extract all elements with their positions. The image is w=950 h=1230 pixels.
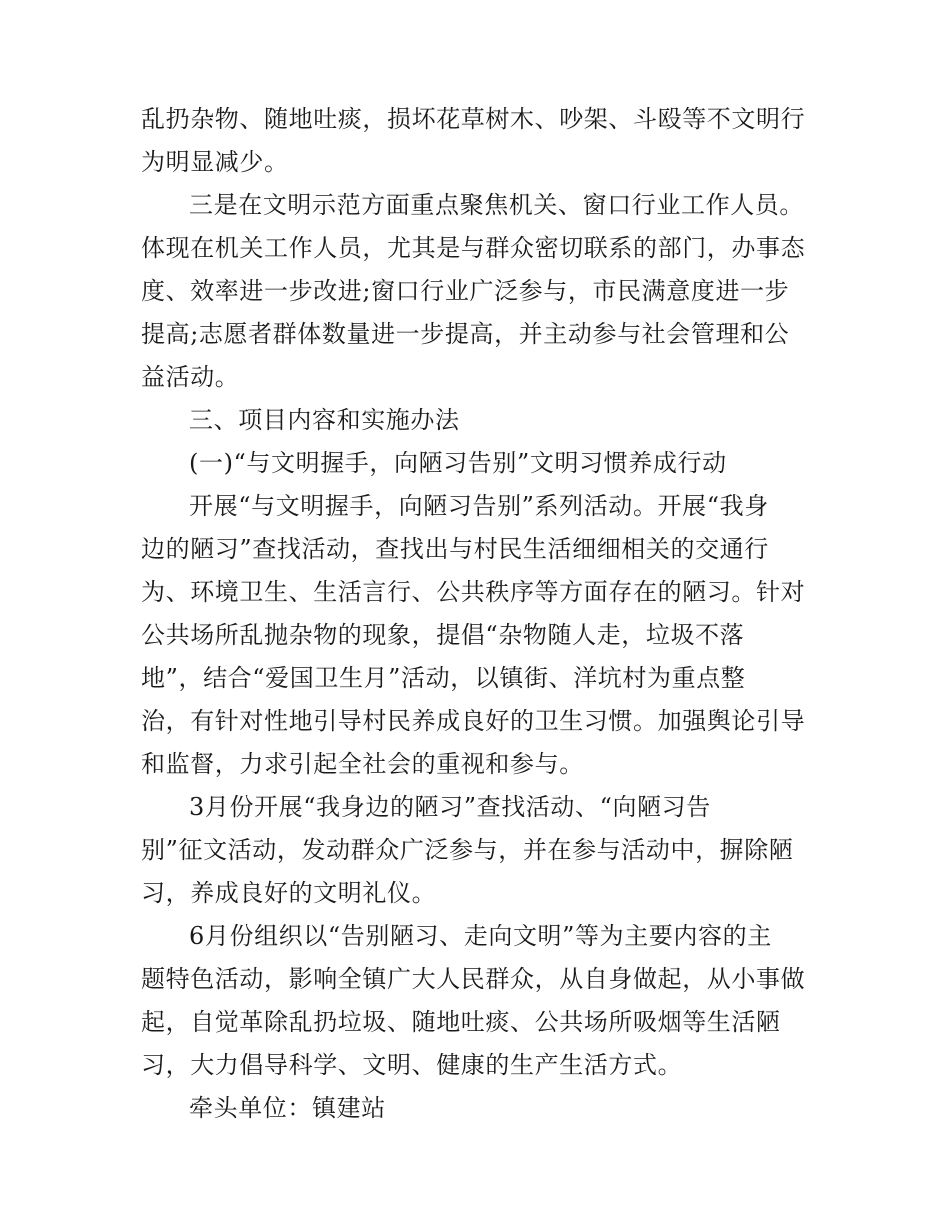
text-line: 和监督，力求引起全社会的重视和参与。: [141, 750, 584, 778]
text-line: 习，大力倡导科学、文明、健康的生产生活方式。: [141, 1051, 683, 1079]
text-line: 为明显减少。: [141, 148, 289, 176]
paragraph-start-line: 3月份开展“我身边的陋习”查找活动、“向陋习告: [189, 793, 711, 821]
text-line: 为、环境卫生、生活言行、公共秩序等方面存在的陋习。针对: [141, 578, 806, 606]
paragraph-start-line: 6月份组织以“告别陋习、走向文明”等为主要内容的主: [189, 922, 772, 950]
text-line: 别”征文活动，发动群众广泛参与，并在参与活动中，摒除陋: [141, 836, 794, 864]
text-line: 乱扔杂物、随地吐痰，损坏花草树木、吵架、斗殴等不文明行: [141, 105, 806, 133]
subsection-heading: (一)“与文明握手，向陋习告别”文明习惯养成行动: [189, 449, 727, 477]
text-line: 公共场所乱抛杂物的现象，提倡“杂物随人走，垃圾不落: [141, 621, 745, 649]
lead-unit-line: 牵头单位：镇建站: [189, 1094, 386, 1122]
text-line: 地”，结合“爱国卫生月”活动，以镇街、洋坑村为重点整: [141, 664, 746, 692]
paragraph-start-line: 开展“与文明握手，向陋习告别”系列活动。开展“我身: [189, 492, 769, 520]
text-line: 提高;志愿者群体数量进一步提高，并主动参与社会管理和公: [141, 320, 790, 348]
document-page: [141, 98, 816, 1130]
text-line: 习，养成良好的文明礼仪。: [141, 879, 437, 907]
text-line: 度、效率进一步改进;窗口行业广泛参与，市民满意度进一步: [141, 277, 790, 305]
text-line: 益活动。: [141, 363, 240, 391]
text-line: 边的陋习”查找活动，查找出与村民生活细细相关的交通行: [141, 535, 769, 563]
text-line: 题特色活动，影响全镇广大人民群众，从自身做起，从小事做: [141, 965, 806, 993]
paragraph-start-line: 三是在文明示范方面重点聚焦机关、窗口行业工作人员。: [189, 191, 804, 219]
text-line: 起，自觉革除乱扔垃圾、随地吐痰、公共场所吸烟等生活陋: [141, 1008, 781, 1036]
text-line: 治，有针对性地引导村民养成良好的卫生习惯。加强舆论引导: [141, 707, 806, 735]
text-line: 体现在机关工作人员，尤其是与群众密切联系的部门，办事态: [141, 234, 806, 262]
section-heading: 三、项目内容和实施办法: [189, 406, 460, 434]
